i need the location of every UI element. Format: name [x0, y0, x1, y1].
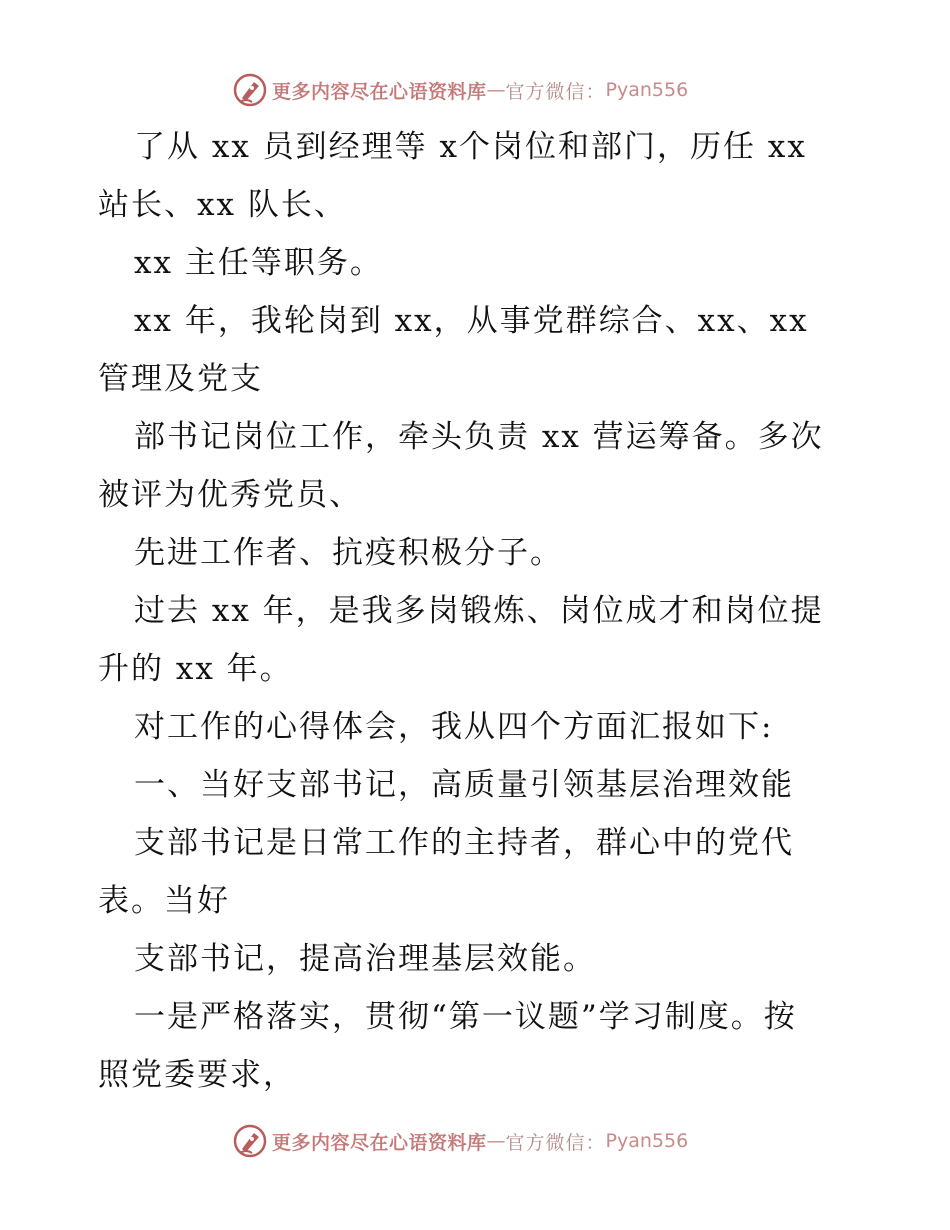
text-line: 照党委要求，: [98, 1057, 296, 1093]
watermark-wechat-label: 官方微信：: [505, 1131, 606, 1154]
text-line: 过去 xx 年，是我多岗锻炼、岗位成才和岗位提: [134, 593, 824, 629]
watermark-site-text: 更多内容尽在心语资料库: [272, 1131, 487, 1154]
text-line: xx 年，我轮岗到 xx，从事党群综合、xx、xx: [134, 303, 809, 339]
text-line: 被评为优秀党员、: [98, 477, 362, 513]
text-line: xx 主任等职务。: [134, 245, 383, 281]
text-line: 先进工作者、抗疫积极分子。: [134, 535, 563, 571]
footer-watermark: [232, 1121, 732, 1161]
text-line: 表。当好: [98, 883, 230, 919]
text-line: 对工作的心得体会，我从四个方面汇报如下:: [134, 709, 774, 745]
header-watermark: [232, 70, 732, 110]
text-line: 支部书记，提高治理基层效能。: [134, 941, 596, 977]
text-line: 一是严格落实，贯彻“第一议题”学习制度。按: [134, 999, 797, 1035]
text-line: 了从 xx 员到经理等 x个岗位和部门，历任 xx: [134, 129, 807, 165]
pen-nib-logo-icon: [232, 72, 268, 108]
text-line: 部书记岗位工作，牵头负责 xx 营运筹备。多次: [134, 419, 824, 455]
watermark-separator: —: [486, 1130, 506, 1152]
watermark-handle: Pyan556: [605, 1130, 689, 1152]
text-line: 升的 xx 年。: [98, 651, 293, 687]
watermark-site-text: 更多内容尽在心语资料库: [272, 80, 487, 103]
watermark-separator: —: [486, 79, 506, 101]
watermark-handle: Pyan556: [605, 79, 689, 101]
pen-nib-logo-icon: [232, 1123, 268, 1159]
text-line: 管理及党支: [98, 361, 263, 397]
text-line: 支部书记是日常工作的主持者，群心中的党代: [134, 825, 794, 861]
watermark-wechat-label: 官方微信：: [505, 80, 606, 103]
text-line: 一、当好支部书记，高质量引领基层治理效能: [134, 767, 794, 803]
document-body: [98, 118, 858, 1104]
text-line: 站长、xx 队长、: [98, 187, 347, 223]
